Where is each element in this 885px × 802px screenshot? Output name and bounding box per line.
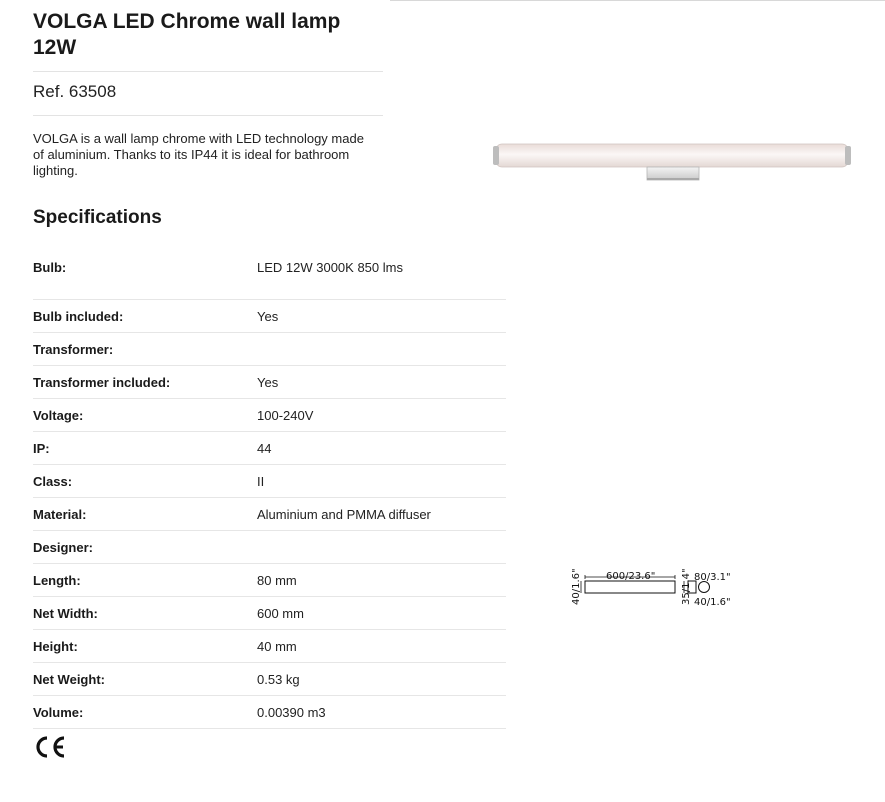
spec-row-net-width bbox=[33, 597, 506, 630]
depth-dimension-label: 80/3.1" bbox=[694, 572, 731, 583]
spec-label: Bulb: bbox=[33, 260, 67, 275]
spec-label: Class: bbox=[33, 474, 73, 489]
spec-value: 40 mm bbox=[257, 639, 297, 654]
ce-mark-icon bbox=[33, 735, 67, 759]
product-description: VOLGA is a wall lamp chrome with LED technology made of aluminium. Thanks to its IP44 it is ideal for bathroom lighting. bbox=[33, 131, 364, 178]
spec-row-net-weight bbox=[33, 663, 506, 696]
spec-row-bulb-included bbox=[33, 300, 506, 333]
spec-value: LED 12W 3000K 850 lms bbox=[257, 260, 403, 275]
title-separator bbox=[33, 71, 383, 72]
spec-value: 0.53 kg bbox=[257, 672, 300, 687]
spec-row-voltage bbox=[33, 399, 506, 432]
spec-label: Voltage: bbox=[33, 408, 84, 423]
spec-label: Height: bbox=[33, 639, 78, 654]
height-dimension-label: 40/1.6" bbox=[571, 568, 582, 605]
spec-row-ip bbox=[33, 432, 506, 465]
spec-row-material bbox=[33, 498, 506, 531]
top-border bbox=[390, 0, 885, 1]
spec-value: 100-240V bbox=[257, 408, 314, 423]
product-reference: Ref. 63508 bbox=[33, 82, 117, 101]
ref-separator bbox=[33, 115, 383, 116]
spec-value: 44 bbox=[257, 441, 272, 456]
spec-label: IP: bbox=[33, 441, 50, 456]
spec-label: Bulb included: bbox=[33, 309, 124, 324]
spec-label: Volume: bbox=[33, 705, 84, 720]
spec-row-transformer bbox=[33, 333, 506, 366]
spec-row-designer bbox=[33, 531, 506, 564]
dimension-drawing bbox=[568, 563, 738, 615]
spec-value: Aluminium and PMMA diffuser bbox=[257, 507, 431, 522]
spec-value: II bbox=[257, 474, 265, 489]
specifications-heading: Specifications bbox=[33, 207, 162, 228]
spec-value: 600 mm bbox=[257, 606, 304, 621]
spec-row-class bbox=[33, 465, 506, 498]
spec-label: Transformer: bbox=[33, 342, 114, 357]
spec-value: 0.00390 m3 bbox=[257, 705, 326, 720]
product-title: VOLGA LED Chrome wall lamp 12W bbox=[33, 10, 341, 59]
mount-dimension-label: 35/1.4" bbox=[681, 568, 692, 605]
spec-value: 80 mm bbox=[257, 573, 297, 588]
width-dimension-label: 600/23.6" bbox=[606, 571, 656, 582]
spec-label: Designer: bbox=[33, 540, 93, 555]
product-image bbox=[490, 135, 855, 210]
spec-label: Length: bbox=[33, 573, 81, 588]
spec-row-height bbox=[33, 630, 506, 663]
spec-label: Net Weight: bbox=[33, 672, 105, 687]
specifications-table bbox=[33, 243, 506, 729]
spec-row-length bbox=[33, 564, 506, 597]
spec-label: Transformer included: bbox=[33, 375, 171, 390]
spec-value: Yes bbox=[257, 375, 279, 390]
spec-value: Yes bbox=[257, 309, 279, 324]
spec-label: Material: bbox=[33, 507, 87, 522]
spec-row-bulb bbox=[33, 243, 506, 300]
spec-row-volume bbox=[33, 696, 506, 729]
spec-label: Net Width: bbox=[33, 606, 98, 621]
side-height-dimension-label: 40/1.6" bbox=[694, 597, 731, 608]
spec-row-transformer-included bbox=[33, 366, 506, 399]
